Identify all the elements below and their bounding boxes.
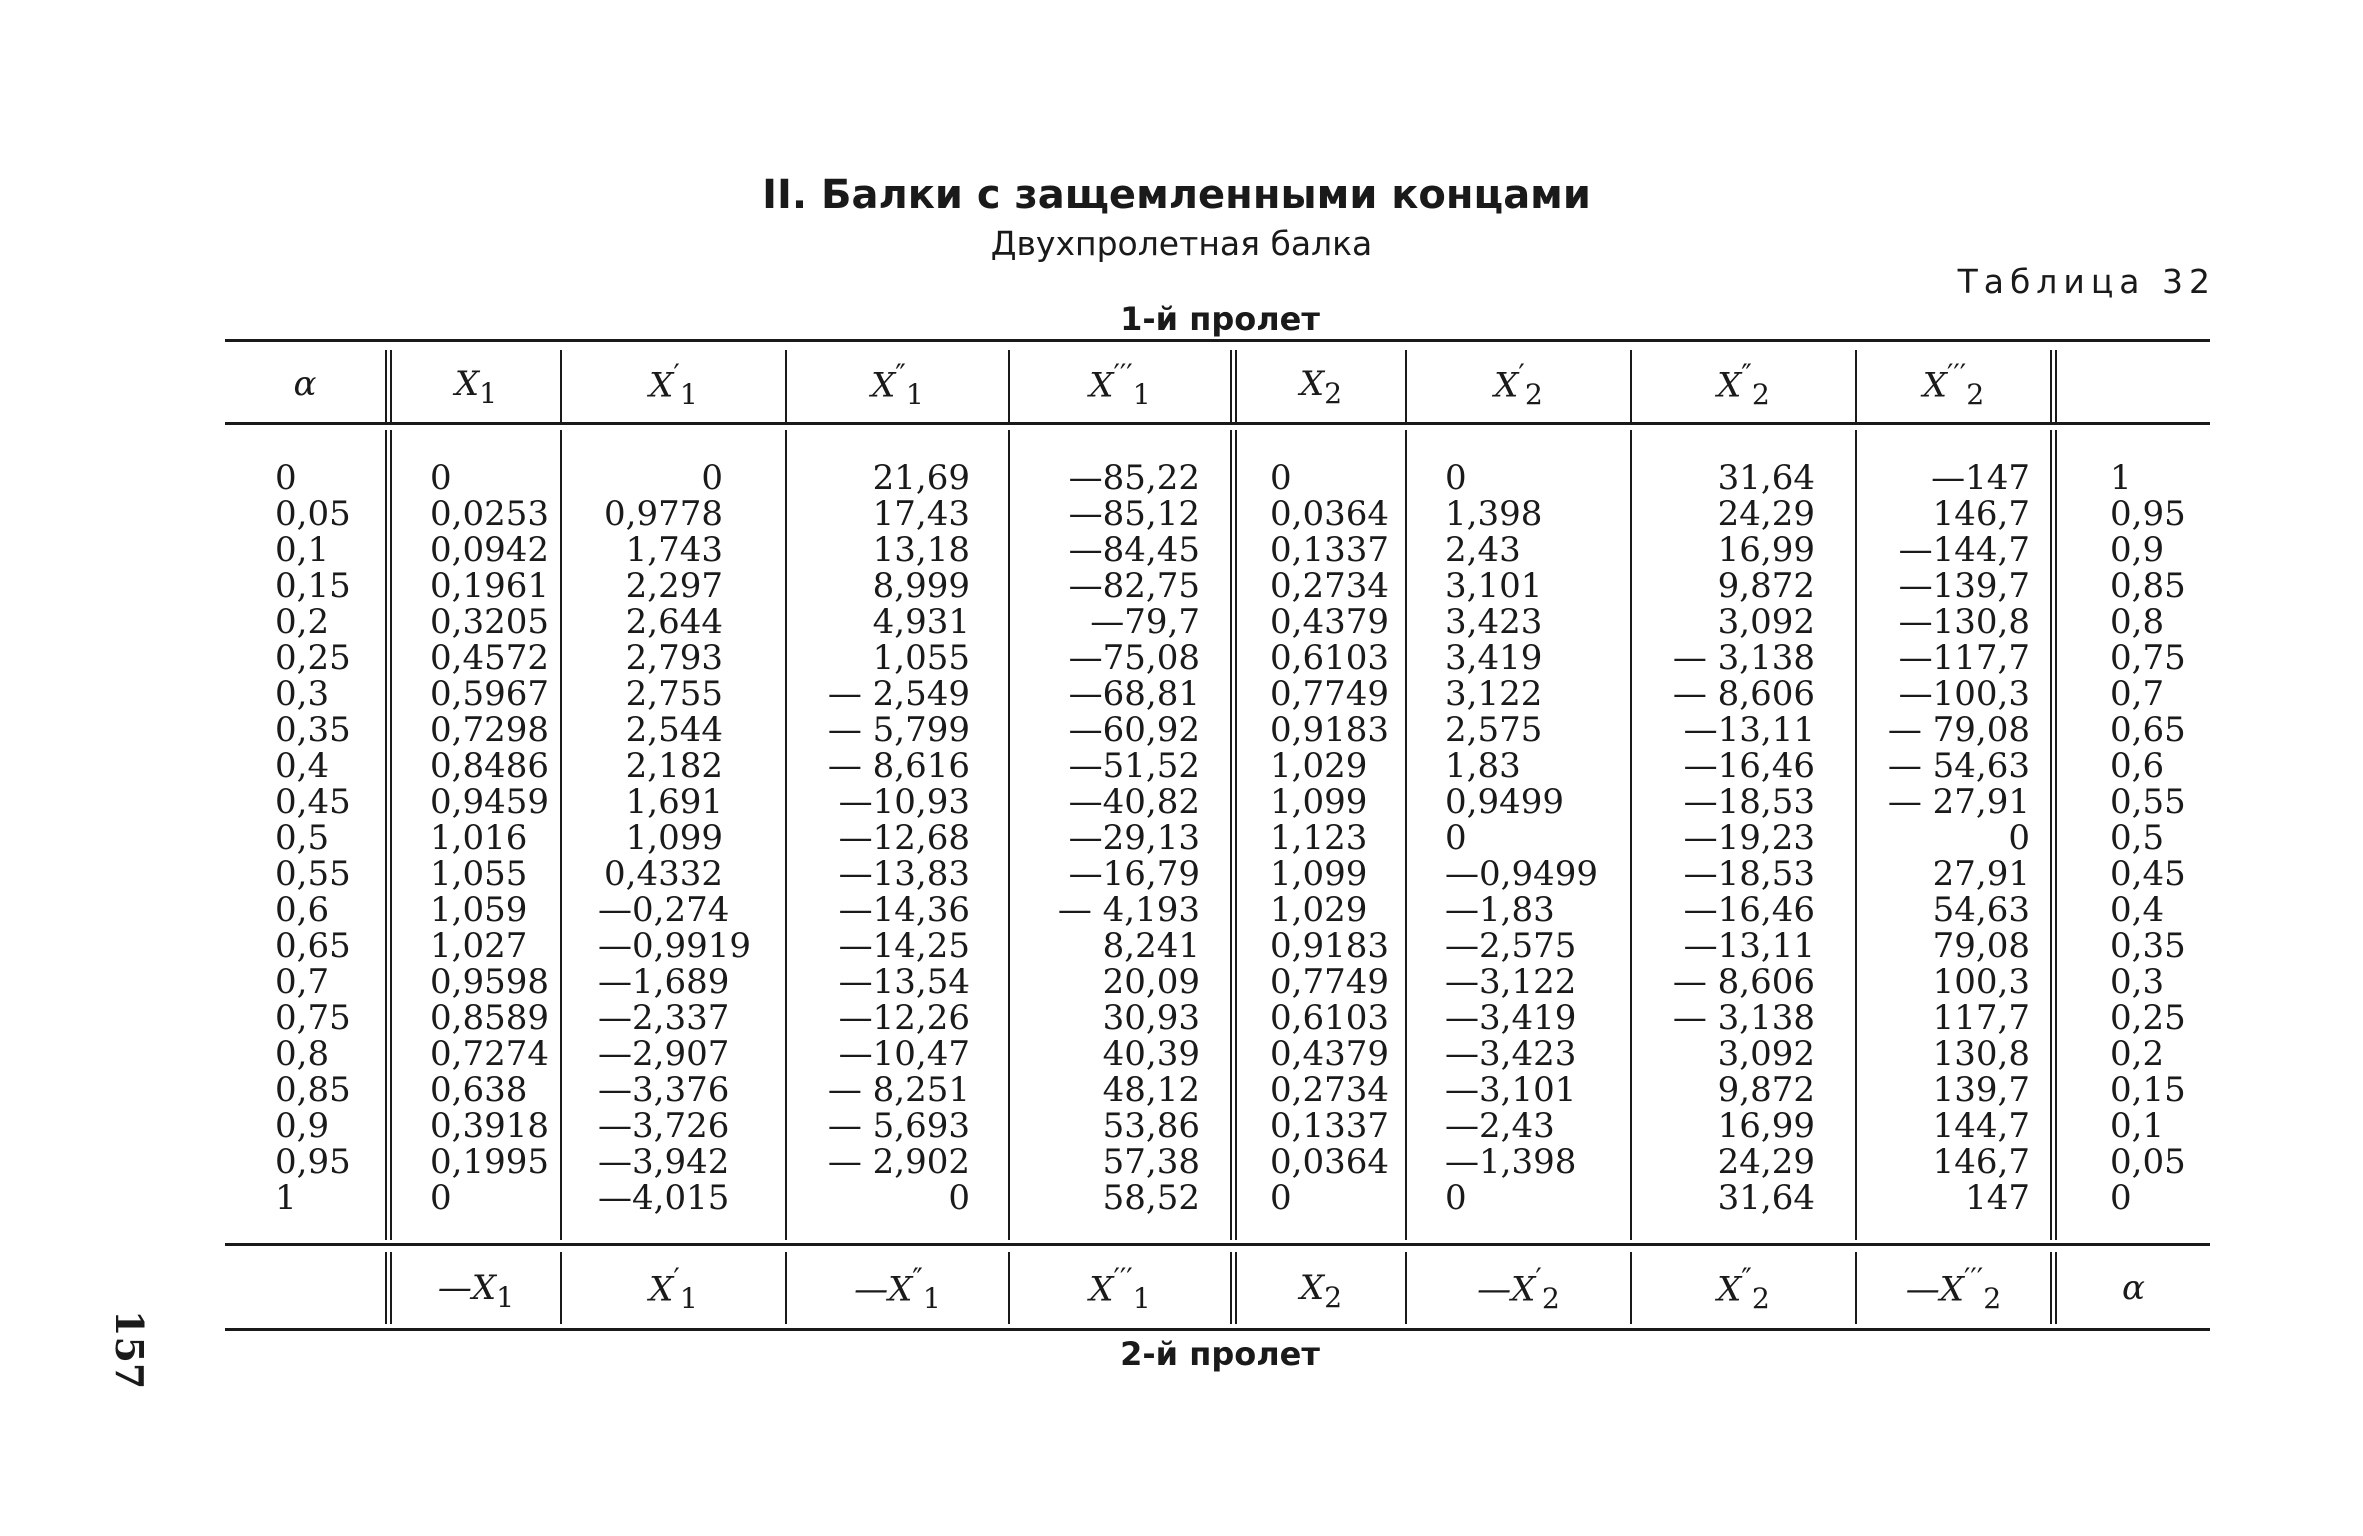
vrule xyxy=(2050,430,2057,1240)
table-cell: 1,691 xyxy=(625,782,723,822)
vrule xyxy=(385,1252,392,1324)
table-cell: 0,6 xyxy=(2110,746,2165,786)
table-cell: 1,398 xyxy=(1445,494,1543,534)
table-cell: 0,2734 xyxy=(1270,1070,1389,1110)
table-cell: 31,64 xyxy=(1717,1178,1815,1218)
table-cell: 0,9 xyxy=(275,1106,330,1146)
section-title: II. Балки с защемленными концами xyxy=(762,172,1591,218)
table-cell: — 4,193 xyxy=(1057,890,1200,930)
column-x1-prime xyxy=(598,458,751,1218)
table-cell: 130,8 xyxy=(1932,1034,2030,1074)
subtitle: Двухпролетная балка xyxy=(990,224,1373,263)
vrule xyxy=(1630,430,1632,1240)
table-cell: 0,05 xyxy=(275,494,351,534)
table-cell: 0,1 xyxy=(275,530,330,570)
table-cell: —2,337 xyxy=(598,998,730,1038)
table-cell: 0,0253 xyxy=(430,494,549,534)
table-cell: 0 xyxy=(1270,1178,1292,1218)
footer-header-x2: $X_2$ xyxy=(1299,1268,1343,1314)
table-cell: —3,419 xyxy=(1445,998,1577,1038)
table-cell: 8,999 xyxy=(872,566,970,606)
rule-bottom xyxy=(225,1328,2210,1331)
table-cell: 20,09 xyxy=(1102,962,1200,1002)
table-cell: —10,47 xyxy=(838,1034,970,1074)
table-cell: —3,122 xyxy=(1445,962,1577,1002)
table-cell: 1,055 xyxy=(430,854,528,894)
table-cell: 0,85 xyxy=(2110,566,2186,606)
table-cell: 0,1 xyxy=(2110,1106,2165,1146)
table-cell: —1,83 xyxy=(1445,890,1555,930)
vrule xyxy=(2050,1252,2057,1324)
table-cell: 0,3 xyxy=(2110,962,2165,1002)
table-cell: 0,7749 xyxy=(1270,962,1389,1002)
table-cell: 3,092 xyxy=(1717,1034,1815,1074)
table-cell: 0,4379 xyxy=(1270,602,1389,642)
table-cell: 2,575 xyxy=(1445,710,1543,750)
vrule xyxy=(1230,1252,1237,1324)
table-cell: — 3,138 xyxy=(1672,638,1815,678)
column-x2-prime xyxy=(1445,460,1598,1216)
table-cell: —3,423 xyxy=(1445,1034,1577,1074)
table-cell: 0,85 xyxy=(275,1070,351,1110)
table-cell: 3,419 xyxy=(1445,638,1543,678)
table-cell: —2,575 xyxy=(1445,926,1577,966)
table-cell: —16,46 xyxy=(1683,746,1815,786)
rule-header-bottom xyxy=(225,422,2210,425)
table-cell: —14,36 xyxy=(838,890,970,930)
table-cell: 0,65 xyxy=(2110,710,2186,750)
table-cell: 9,872 xyxy=(1717,566,1815,606)
table-cell: 0,1961 xyxy=(430,566,549,606)
vrule xyxy=(1855,430,1857,1240)
table-cell: —13,83 xyxy=(838,854,970,894)
table-cell: 0,35 xyxy=(2110,926,2186,966)
table-cell: 2,182 xyxy=(625,746,723,786)
table-cell: 0,95 xyxy=(275,1142,351,1182)
header-x2-double-prime: $X''_2$ xyxy=(1717,358,1770,412)
table-cell: 16,99 xyxy=(1717,1106,1815,1146)
table-cell: 0,9183 xyxy=(1270,710,1389,750)
table-cell: —130,8 xyxy=(1898,602,2030,642)
table-cell: 0,9183 xyxy=(1270,926,1389,966)
table-cell: 24,29 xyxy=(1717,1142,1815,1182)
table-cell: 0,9 xyxy=(2110,530,2165,570)
table-cell: 1 xyxy=(2110,458,2132,498)
column-x2-triple-prime xyxy=(1880,460,2030,1216)
table-cell: —3,726 xyxy=(598,1106,730,1146)
table-cell: 0,6 xyxy=(275,890,330,930)
table-cell: —75,08 xyxy=(1068,638,1200,678)
table-cell: 0,95 xyxy=(2110,494,2186,534)
table-cell: 0 xyxy=(430,458,452,498)
table-cell: — 8,616 xyxy=(827,746,970,786)
table-cell: 0,7 xyxy=(275,962,330,1002)
table-cell: 0,1995 xyxy=(430,1142,549,1182)
table-cell: 100,3 xyxy=(1932,962,2030,1002)
table-cell: —4,015 xyxy=(598,1178,730,1218)
table-cell: —18,53 xyxy=(1683,782,1815,822)
table-cell: 57,38 xyxy=(1102,1142,1200,1182)
table-cell: — 54,63 xyxy=(1887,746,2030,786)
table-cell: 0,0364 xyxy=(1270,494,1389,534)
table-cell: 0,7298 xyxy=(430,710,549,750)
rule-body-bottom xyxy=(225,1243,2210,1246)
vrule xyxy=(385,350,392,422)
table-cell: 0,35 xyxy=(275,710,351,750)
table-cell: 2,544 xyxy=(625,710,723,750)
table-cell: 1,027 xyxy=(430,926,528,966)
table-cell: — 3,138 xyxy=(1672,998,1815,1038)
column-x1-double-prime xyxy=(810,460,970,1216)
table-cell: —147 xyxy=(1931,458,2030,498)
vrule xyxy=(1230,430,1237,1240)
table-cell: —85,22 xyxy=(1068,458,1200,498)
table-cell: —117,7 xyxy=(1898,638,2030,678)
table-cell: —85,12 xyxy=(1068,494,1200,534)
table-cell: 0,4332 xyxy=(604,854,723,894)
table-cell: 0,05 xyxy=(2110,1142,2186,1182)
table-cell: 0,65 xyxy=(275,926,351,966)
table-cell: 0,4572 xyxy=(430,638,549,678)
table-cell: 0,2734 xyxy=(1270,566,1389,606)
table-cell: 0 xyxy=(1270,458,1292,498)
table-cell: —3,101 xyxy=(1445,1070,1577,1110)
table-cell: 0,5967 xyxy=(430,674,549,714)
vrule xyxy=(1405,430,1407,1240)
table-cell: —82,75 xyxy=(1068,566,1200,606)
table-cell: —13,11 xyxy=(1683,926,1815,966)
vrule xyxy=(385,430,392,1240)
vrule xyxy=(785,430,787,1240)
table-cell: 2,644 xyxy=(625,602,723,642)
table-cell: 0,1337 xyxy=(1270,530,1389,570)
table-cell: 24,29 xyxy=(1717,494,1815,534)
table-cell: —1,398 xyxy=(1445,1142,1577,1182)
column-alpha-left xyxy=(275,460,351,1216)
table-cell: —100,3 xyxy=(1898,674,2030,714)
table-cell: 0,2 xyxy=(2110,1034,2165,1074)
table-cell: 0 xyxy=(1445,818,1467,858)
table-cell: 0 xyxy=(430,1178,452,1218)
table-cell: 0 xyxy=(948,1178,970,1218)
table-cell: 1,123 xyxy=(1270,818,1368,858)
table-cell: — 8,251 xyxy=(827,1070,970,1110)
table-cell: 2,755 xyxy=(625,674,723,714)
table-cell: 0,3205 xyxy=(430,602,549,642)
table-cell: 13,18 xyxy=(872,530,970,570)
table-cell: —40,82 xyxy=(1068,782,1200,822)
table-cell: —12,68 xyxy=(838,818,970,858)
table-cell: 0,0942 xyxy=(430,530,549,570)
table-cell: 30,93 xyxy=(1102,998,1200,1038)
table-cell: 0,45 xyxy=(2110,854,2186,894)
table-cell: 0,45 xyxy=(275,782,351,822)
table-label: Таблица 32 xyxy=(1957,262,2216,301)
table-cell: —19,23 xyxy=(1683,818,1815,858)
table-cell: 0,638 xyxy=(430,1070,528,1110)
table-cell: 16,99 xyxy=(1717,530,1815,570)
table-cell: 27,91 xyxy=(1932,854,2030,894)
table-cell: 0,9778 xyxy=(604,494,723,534)
table-cell: 0,6103 xyxy=(1270,998,1389,1038)
header-x2: $X_2$ xyxy=(1299,364,1343,410)
table-cell: — 2,902 xyxy=(827,1142,970,1182)
table-cell: 9,872 xyxy=(1717,1070,1815,1110)
footer-header-x2-prime: $—X'_2$ xyxy=(1477,1262,1560,1316)
page-number: 157 xyxy=(107,1310,152,1390)
table-cell: —2,907 xyxy=(598,1034,730,1074)
table-cell: 144,7 xyxy=(1932,1106,2030,1146)
table-cell: — 8,606 xyxy=(1672,962,1815,1002)
table-cell: 0,9598 xyxy=(430,962,549,1002)
table-cell: 0,1337 xyxy=(1270,1106,1389,1146)
table-cell: 0 xyxy=(2008,818,2030,858)
table-cell: 54,63 xyxy=(1932,890,2030,930)
vrule xyxy=(1008,430,1010,1240)
table-cell: 31,64 xyxy=(1717,458,1815,498)
table-cell: 2,43 xyxy=(1445,530,1521,570)
table-cell: —12,26 xyxy=(838,998,970,1038)
table-cell: 0,75 xyxy=(275,998,351,1038)
table-cell: 0 xyxy=(701,458,723,498)
table-cell: —1,689 xyxy=(598,962,730,1002)
table-cell: — 27,91 xyxy=(1887,782,2030,822)
footer-header-x1-triple-prime: $X'''_1$ xyxy=(1089,1262,1151,1316)
table-cell: 147 xyxy=(1965,1178,2030,1218)
table-cell: 117,7 xyxy=(1932,998,2030,1038)
table-cell: 0,4 xyxy=(275,746,330,786)
table-cell: 40,39 xyxy=(1102,1034,1200,1074)
table-cell: —68,81 xyxy=(1068,674,1200,714)
table-cell: 1,099 xyxy=(625,818,723,858)
table-cell: — 5,799 xyxy=(827,710,970,750)
column-x2 xyxy=(1270,460,1389,1216)
table-cell: 0,0364 xyxy=(1270,1142,1389,1182)
footer-header-alpha: α xyxy=(2122,1268,2145,1308)
table-cell: 1,83 xyxy=(1445,746,1521,786)
vrule xyxy=(560,430,562,1240)
footer-header-x1-prime: $X'_1$ xyxy=(649,1262,698,1316)
table-cell: —13,54 xyxy=(838,962,970,1002)
vrule xyxy=(1230,350,1237,422)
table-cell: 0,6103 xyxy=(1270,638,1389,678)
table-cell: 8,241 xyxy=(1102,926,1200,966)
table-cell: 0,8589 xyxy=(430,998,549,1038)
table-cell: —3,942 xyxy=(598,1142,730,1182)
table-cell: —0,9499 xyxy=(1445,854,1598,894)
table-cell: 0,9459 xyxy=(430,782,549,822)
table-cell: 0,9499 xyxy=(1445,782,1564,822)
table-cell: —0,274 xyxy=(598,890,730,930)
table-cell: 0,5 xyxy=(2110,818,2165,858)
header-x1-triple-prime: $X'''_1$ xyxy=(1089,358,1151,412)
table-cell: 0,55 xyxy=(2110,782,2186,822)
table-cell: 21,69 xyxy=(872,458,970,498)
table-cell: 1,099 xyxy=(1270,854,1368,894)
table-cell: 0,7749 xyxy=(1270,674,1389,714)
table-cell: 0,3918 xyxy=(430,1106,549,1146)
header-x1: $X_1$ xyxy=(454,364,498,410)
table-cell: 0,75 xyxy=(2110,638,2186,678)
table-cell: —60,92 xyxy=(1068,710,1200,750)
table-cell: 1,029 xyxy=(1270,746,1368,786)
footer-header-x2-double-prime: $X''_2$ xyxy=(1717,1262,1770,1316)
table-cell: 0,15 xyxy=(2110,1070,2186,1110)
table-cell: 1,743 xyxy=(625,530,723,570)
table-cell: —16,79 xyxy=(1068,854,1200,894)
table-cell: —144,7 xyxy=(1898,530,2030,570)
table-cell: 1,029 xyxy=(1270,890,1368,930)
table-cell: 0,15 xyxy=(275,566,351,606)
table-cell: 0,3 xyxy=(275,674,330,714)
span-bottom-label: 2-й пролет xyxy=(1120,1335,1320,1373)
table-cell: —2,43 xyxy=(1445,1106,1555,1146)
table-cell: 1,099 xyxy=(1270,782,1368,822)
header-x2-prime: $X'_2$ xyxy=(1494,358,1543,412)
table-cell: 3,423 xyxy=(1445,602,1543,642)
footer-header-x2-triple-prime: $—X'''_2$ xyxy=(1905,1262,2002,1316)
table-cell: —79,7 xyxy=(1090,602,1200,642)
table-cell: —14,25 xyxy=(838,926,970,966)
vrule xyxy=(2050,350,2057,422)
header-x1-prime: $X'_1$ xyxy=(649,358,698,412)
table-cell: 0,7 xyxy=(2110,674,2165,714)
table-cell: —16,46 xyxy=(1683,890,1815,930)
table-cell: 1,055 xyxy=(872,638,970,678)
table-cell: 4,931 xyxy=(872,602,970,642)
table-cell: 2,297 xyxy=(625,566,723,606)
table-cell: 48,12 xyxy=(1102,1070,1200,1110)
table-cell: 58,52 xyxy=(1102,1178,1200,1218)
header-alpha: α xyxy=(293,364,317,404)
column-x1-triple-prime xyxy=(1030,460,1200,1216)
table-cell: — 2,549 xyxy=(827,674,970,714)
table-cell: —51,52 xyxy=(1068,746,1200,786)
table-cell: 0 xyxy=(2110,1178,2132,1218)
table-cell: 146,7 xyxy=(1932,1142,2030,1182)
column-alpha-right xyxy=(2110,460,2186,1216)
table-cell: 0,8486 xyxy=(430,746,549,786)
footer-header-x1: $—X_1$ xyxy=(437,1268,515,1314)
table-cell: — 8,606 xyxy=(1672,674,1815,714)
table-cell: 0,25 xyxy=(275,638,351,678)
table-cell: 0 xyxy=(275,458,297,498)
table-cell: 17,43 xyxy=(872,494,970,534)
table-cell: 0 xyxy=(1445,458,1467,498)
table-cell: 146,7 xyxy=(1932,494,2030,534)
table-cell: 139,7 xyxy=(1932,1070,2030,1110)
table-cell: 1,059 xyxy=(430,890,528,930)
table-cell: 2,793 xyxy=(625,638,723,678)
table-cell: 0,5 xyxy=(275,818,330,858)
table-cell: 3,101 xyxy=(1445,566,1543,606)
rule-top xyxy=(225,339,2210,342)
table-cell: 0,55 xyxy=(275,854,351,894)
footer-header-x1-double-prime: $—X''_1$ xyxy=(854,1262,941,1316)
column-x2-double-prime xyxy=(1660,460,1815,1216)
table-cell: —13,11 xyxy=(1683,710,1815,750)
table-cell: —29,13 xyxy=(1068,818,1200,858)
table-cell: 53,86 xyxy=(1102,1106,1200,1146)
table-cell: —0,9919 xyxy=(598,926,751,966)
table-cell: — 5,693 xyxy=(827,1106,970,1146)
table-cell: 0,4379 xyxy=(1270,1034,1389,1074)
table-cell: 0,8 xyxy=(2110,602,2165,642)
header-x2-triple-prime: $X'''_2$ xyxy=(1922,358,1985,412)
table-cell: —3,376 xyxy=(598,1070,730,1110)
table-cell: —139,7 xyxy=(1898,566,2030,606)
table-cell: —10,93 xyxy=(838,782,970,822)
table-cell: 0,7274 xyxy=(430,1034,549,1074)
table-cell: 79,08 xyxy=(1932,926,2030,966)
table-cell: 0,4 xyxy=(2110,890,2165,930)
span-top-label: 1-й пролет xyxy=(1120,300,1320,338)
table-cell: —18,53 xyxy=(1683,854,1815,894)
table-cell: 0,2 xyxy=(275,602,330,642)
table-cell: 1 xyxy=(275,1178,297,1218)
header-x1-double-prime: $X''_1$ xyxy=(871,358,924,412)
table-cell: —84,45 xyxy=(1068,530,1200,570)
column-x1 xyxy=(430,460,549,1216)
table-cell: — 79,08 xyxy=(1887,710,2030,750)
table-cell: 0,8 xyxy=(275,1034,330,1074)
table-cell: 0,25 xyxy=(2110,998,2186,1038)
table-cell: 0 xyxy=(1445,1178,1467,1218)
table-cell: 3,122 xyxy=(1445,674,1543,714)
table-cell: 3,092 xyxy=(1717,602,1815,642)
table-cell: 1,016 xyxy=(430,818,528,858)
